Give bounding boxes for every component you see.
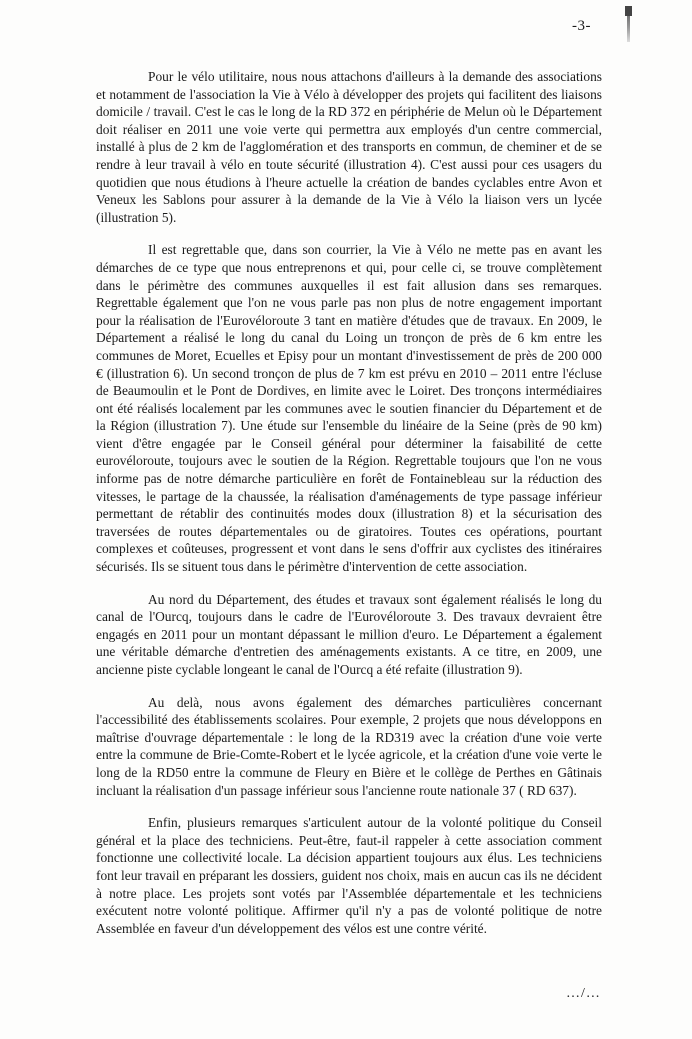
- paragraph-utility-cycling: Pour le vélo utilitaire, nous nous attachons d'ailleurs à la demande des associations et notamment de l'association la Vie à Vélo à développer des projets qui facilitent des liaisons domicile / travail. C'est le cas le long de la RD 372 en périphérie de Melun où le Département doit réaliser en 2011 une voie verte qui permettra aux employés d'un centre commercial, installé à plus de 2 km de l'agglomération et des transports en commun, de cheminer et de se rendre à leur travail à vélo en toute sécurité (illustration 4). C'est aussi pour ces usagers du quotidien que nous étudions à l'heure actuelle la création de bandes cyclables entre Avon et Veneux les Sablons pour assurer à la demande de la Vie à Vélo la liaison vers un lycée (illustration 5).: [96, 69, 602, 225]
- binder-mark: [627, 6, 630, 42]
- paragraph-political-will: Enfin, plusieurs remarques s'articulent autour de la volonté politique du Conseil général et la place des techniciens. Peut-être, faut-il rappeler à cette association comment fonctionne une collectivité locale. La décision appartient toujours aux élus. Les techniciens font leur travail en préparant les dossiers, guident nos choix, mais en aucun cas ils ne décident à notre place. Les projets sont votés par l'Assemblée départementale et les techniciens exécutent notre volonté politique. Affirmer qu'il n'y a pas de volonté politique de notre Assemblée en faveur d'un développement des vélos est une contre vérité.: [96, 815, 602, 936]
- paragraph-canal-ourcq: Au nord du Département, des études et travaux sont également réalisés le long du canal de l'Ourcq, toujours dans le cadre de l'Eurovéloroute 3. Des travaux devraient être engagés en 2011 pour un montant dépassant le million d'euro. Le Département a également une véritable démarche d'entretien des aménagements existants. A ce titre, en 2009, une ancienne piste cyclable longeant le canal de l'Ourcq a été refaite (illustration 9).: [96, 591, 602, 677]
- paragraph-school-access: Au delà, nous avons également des démarches particulières concernant l'accessibilité des établissements scolaires. Pour exemple, 2 projets que nous développons en maîtrise d'ouvrage départementale : le long de la RD319 avec la création d'une voie verte entre la commune de Brie-Comte-Robert et le lycée agricole, et la création d'une voie verte le long de la RD50 entre la commune de Fleury en Bière et le collège de Perthes en Gâtinais incluant la réalisation d'un passage inférieur sous l'ancienne route nationale 37 ( RD 637).: [96, 694, 602, 798]
- paragraph-regrets-eurovelo: Il est regrettable que, dans son courrier, la Vie à Vélo ne mette pas en avant les démarches de ce type que nous entreprenons et qui, pour celle ci, se trouve complètement dans le périmètre des communes auxquelles il est fait allusion dans ses remarques. Regrettable également que l'on ne vous parle pas non plus de notre engagement important pour la réalisation de l'Eurovéloroute 3 tant en matière d'études que de travaux. En 2009, le Département a réalisé le long du canal du Loing un tronçon de près de 6 km entre les communes de Moret, Ecuelles et Episy pour un montant d'investissement de près de 200 000 € (illustration 6). Un second tronçon de plus de 7 km est prévu en 2010 – 2011 entre l'écluse de Beaumoulin et le Pont de Dordives, en limite avec le Loiret. Des tronçons intermédiaires ont été réalisés localement par les communes avec le soutien financier du Département et de la Région (illustration 7). Une étude sur l'ensemble du linéaire de la Seine (près de 90 km) vient d'être engagée par le Conseil général pour déterminer la faisabilité de cette eurovéloroute, toujours avec le soutien de la Région. Regrettable toujours que l'on ne vous informe pas de notre démarche particulière en forêt de Fontainebleau sur la réduction des vitesses, le partage de la chaussée, la réalisation d'aménagements de type passage inférieur permettant de rétablir des continuités modes doux (illustration 8) et la sécurisation des traversées de routes départementales ou de giratoires. Toutes ces opérations, pourtant complexes et coûteuses, progressent et vont dans le sens d'offrir aux cyclistes des itinéraires sécurisés. Ils se situent tous dans le périmètre d'intervention de cette association.: [96, 242, 602, 575]
- continuation-mark: …/…: [566, 986, 601, 1001]
- letter-body: [96, 68, 602, 952]
- page-number: -3-: [572, 18, 591, 34]
